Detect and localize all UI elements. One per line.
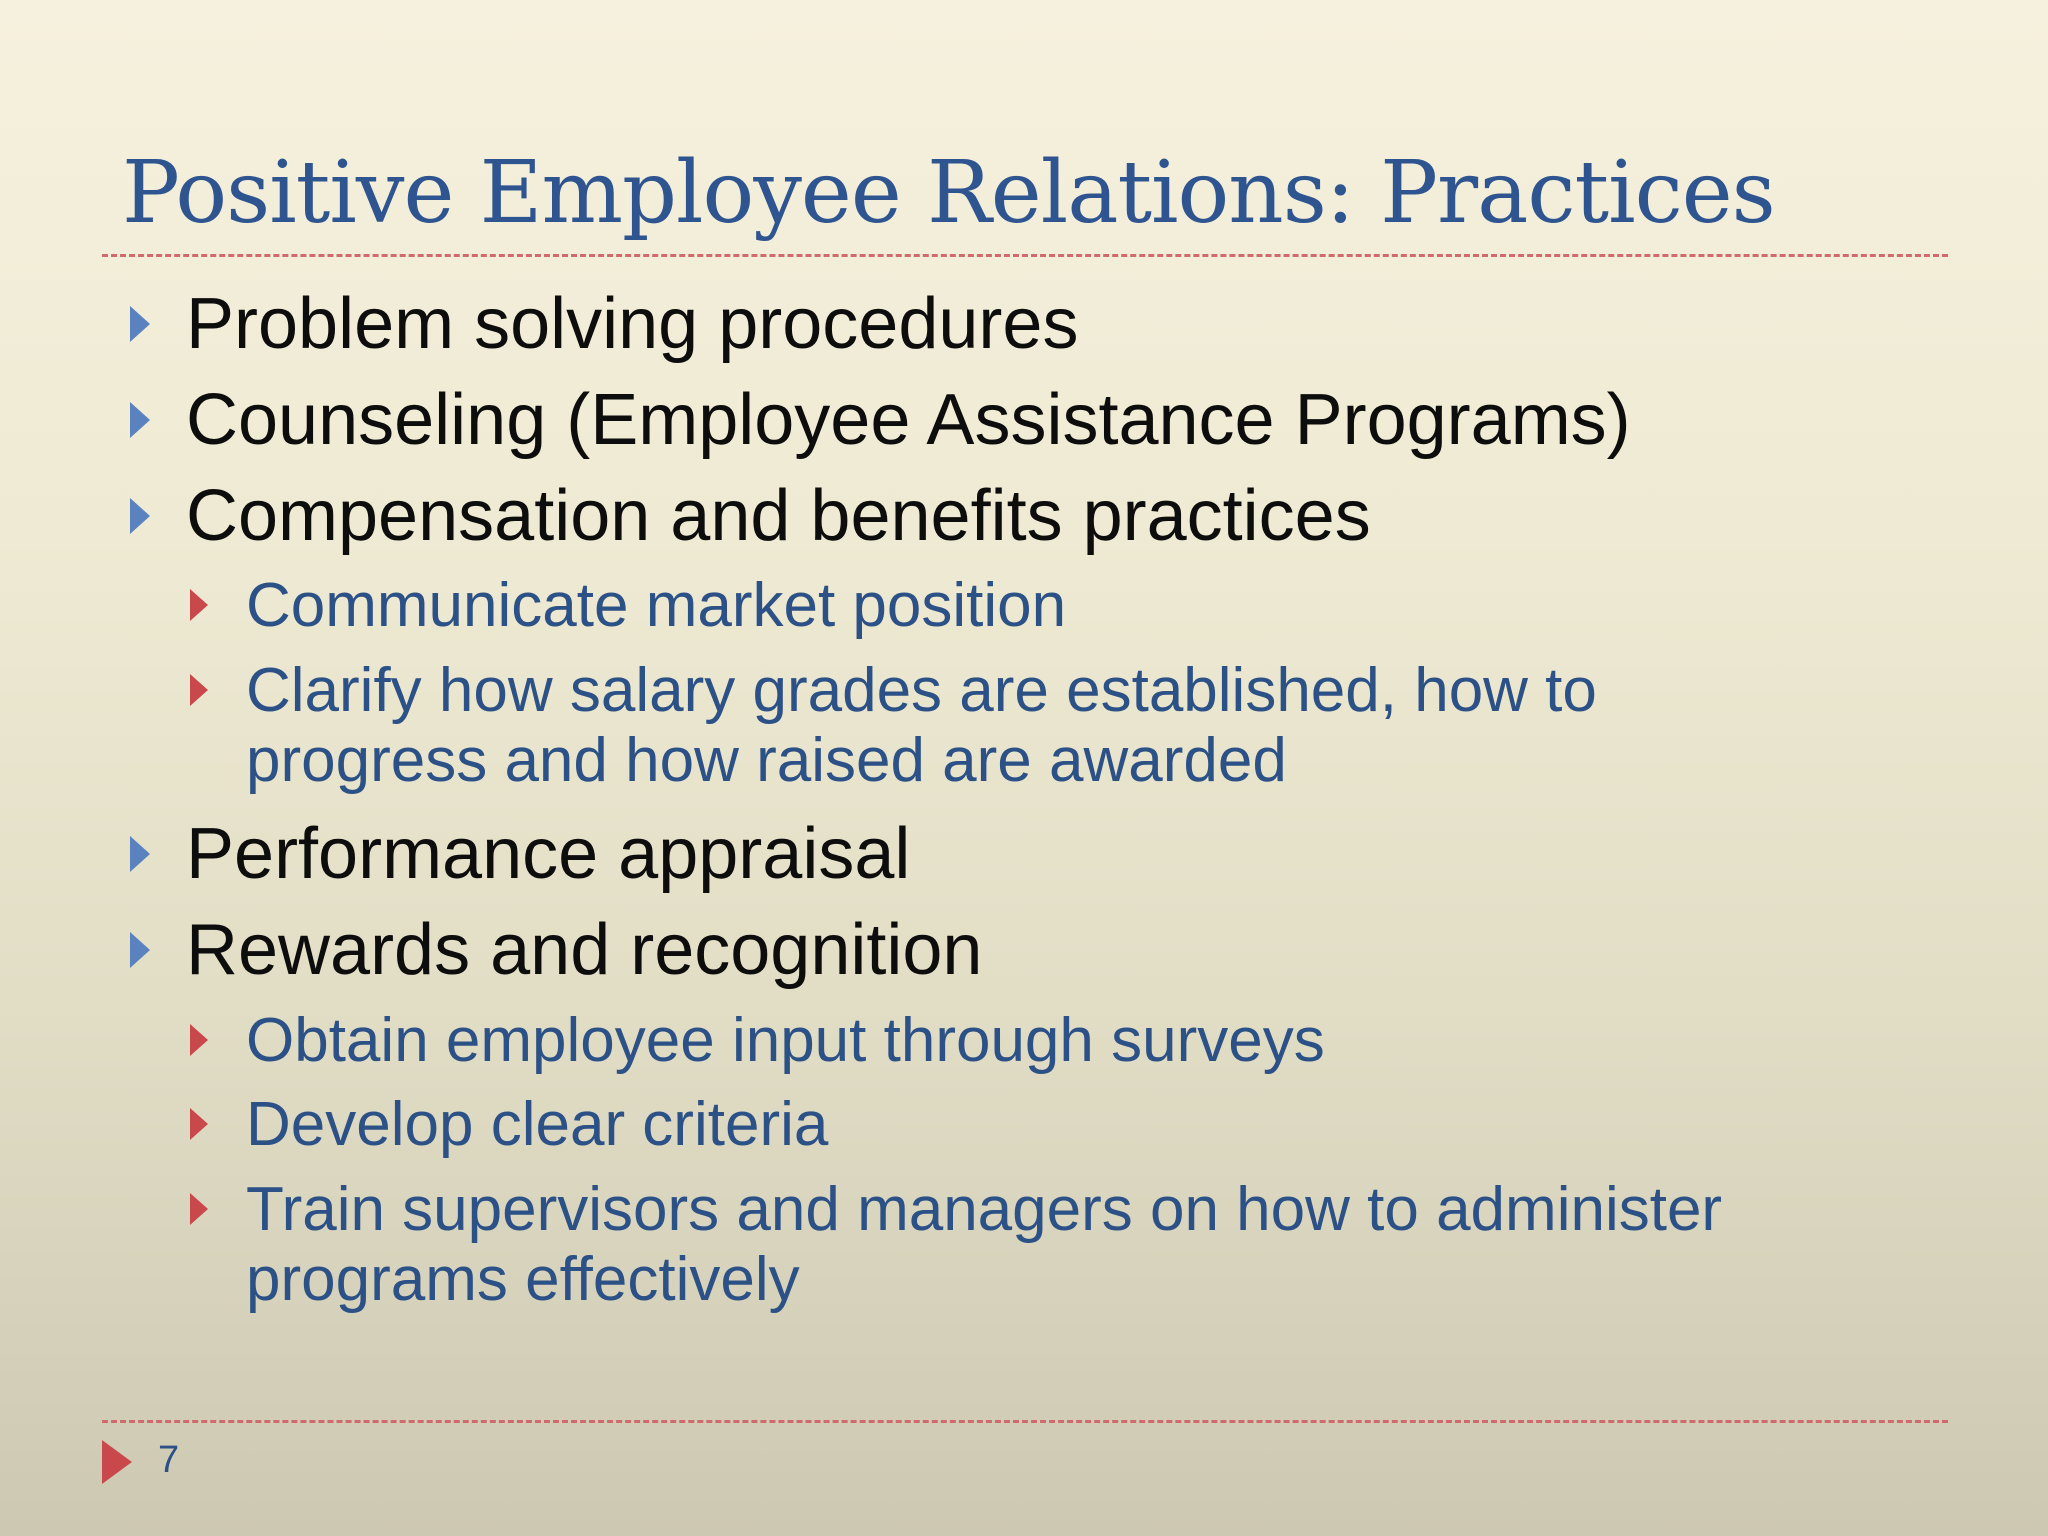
sub-bullet-item bbox=[246, 1005, 1325, 1076]
blue-triangle-bullet-icon bbox=[130, 498, 150, 534]
bullet-item bbox=[186, 910, 982, 990]
sub-bullet-item bbox=[246, 655, 1597, 726]
bullet-item bbox=[186, 814, 910, 894]
red-triangle-bullet-icon bbox=[190, 1193, 208, 1225]
sub-bullet-text: Develop clear criteria bbox=[246, 1090, 829, 1159]
bullet-item bbox=[186, 380, 1631, 460]
sub-bullet-item bbox=[246, 1089, 828, 1160]
blue-triangle-bullet-icon bbox=[130, 402, 150, 438]
sub-bullet-continuation bbox=[246, 725, 1287, 796]
red-triangle-bullet-icon bbox=[190, 674, 208, 706]
sub-bullet-text: programs effectively bbox=[246, 1245, 800, 1314]
bullet-item bbox=[186, 284, 1078, 364]
red-triangle-bullet-icon bbox=[190, 1108, 208, 1140]
bullet-text: Counseling (Employee Assistance Programs) bbox=[186, 380, 1631, 460]
footer-divider bbox=[102, 1420, 1948, 1423]
page-number: 7 bbox=[158, 1439, 180, 1481]
sub-bullet-item bbox=[246, 1174, 1722, 1245]
blue-triangle-bullet-icon bbox=[130, 932, 150, 968]
blue-triangle-bullet-icon bbox=[130, 836, 150, 872]
bullet-item bbox=[186, 476, 1371, 556]
sub-bullet-continuation bbox=[246, 1244, 800, 1315]
sub-bullet-text: progress and how raised are awarded bbox=[246, 726, 1287, 795]
sub-bullet-item bbox=[246, 570, 1066, 641]
bullet-text: Performance appraisal bbox=[186, 814, 911, 894]
slide-title: Positive Employee Relations: Practices bbox=[122, 143, 1775, 243]
red-triangle-bullet-icon bbox=[190, 589, 208, 621]
bullet-text: Rewards and recognition bbox=[186, 910, 983, 990]
red-triangle-bullet-icon bbox=[190, 1024, 208, 1056]
footer-arrow-icon bbox=[102, 1440, 132, 1484]
sub-bullet-text: Clarify how salary grades are established, how to bbox=[246, 656, 1597, 725]
sub-bullet-text: Train supervisors and managers on how to administer bbox=[246, 1175, 1723, 1244]
bullet-text: Compensation and benefits practices bbox=[186, 476, 1371, 556]
sub-bullet-text: Communicate market position bbox=[246, 571, 1067, 640]
sub-bullet-text: Obtain employee input through surveys bbox=[246, 1006, 1325, 1075]
blue-triangle-bullet-icon bbox=[130, 306, 150, 342]
bullet-text: Problem solving procedures bbox=[186, 284, 1079, 364]
